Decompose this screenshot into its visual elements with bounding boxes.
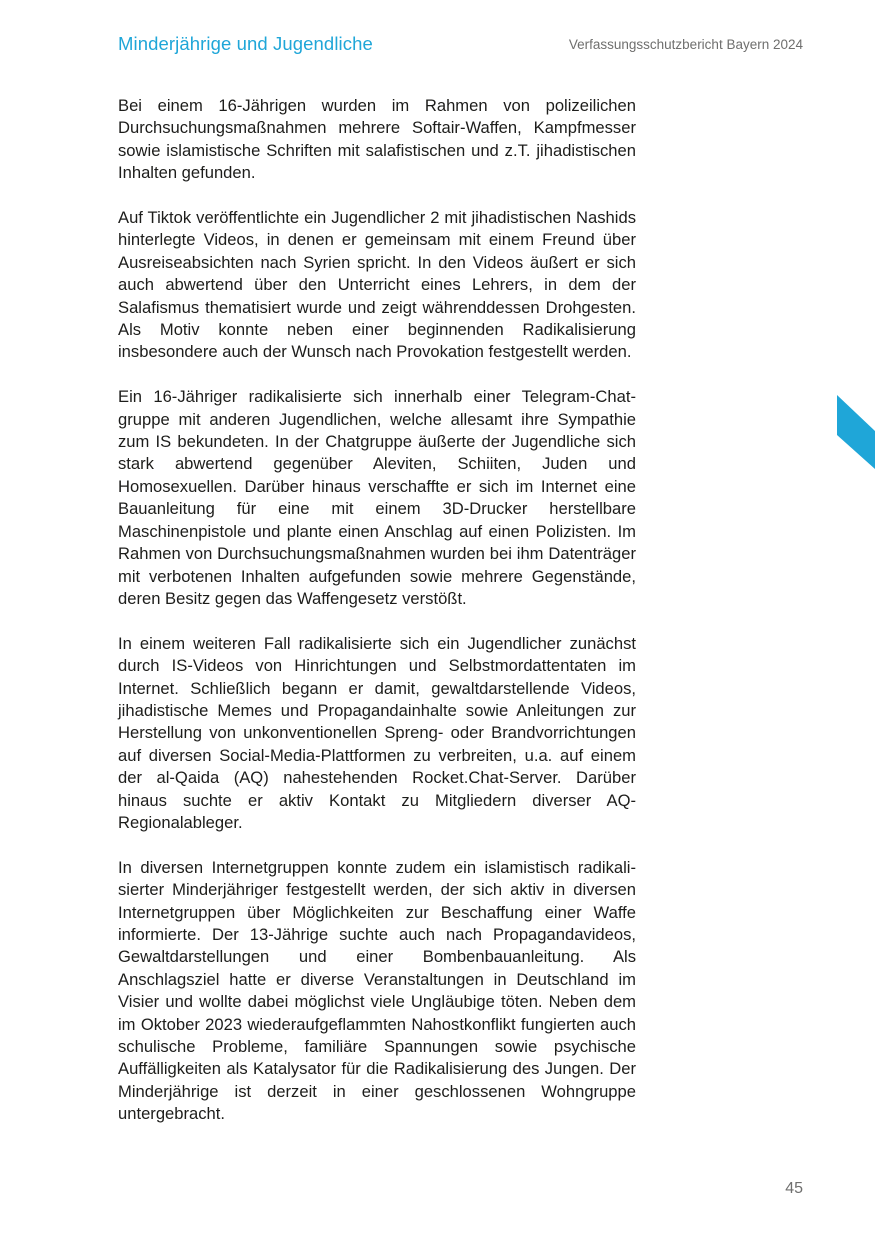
paragraph: Auf Tiktok veröffentlichte ein Jugendlicher 2 mit jihadistischen Nashids hinterlegte Videos, in denen er gemeinsam mit einem Freund über Ausreiseabsichten nach Syrien spricht. In den Videos äußert er sich auch abwertend über den Unterricht eines Lehrers, in dem der Salafismus thematisiert wurde und zeigt währenddessen Drohgesten. Als Motiv konnte neben einer beginnenden Radikalisierung insbesondere auch der Wunsch nach Provokation festgestellt werden. [118,208,636,362]
paragraph: In diversen Internetgruppen konnte zudem ein islamistisch radikalisierter Minderjähriger festgestellt werden, der sich aktiv in diversen Internetgruppen über Möglichkeiten zur Beschaffung einer Waffe informierte. Der 13-Jährige suchte auch nach Propagandavideos, Gewaltdarstellungen und einer Bombenbauanleitung. Als Anschlagsziel hatte er diverse Veranstaltungen in Deutschland im Visier und wollte dabei möglichst viele Ungläubige töten. Neben dem im Oktober 2023 wiederaufgeflammten Nahostkonflikt fungierten auch schulische Probleme, familiäre Spannungen sowie psychische Auffälligkeiten als Katalysator für die Radikalisierung des Jungen. Der Minderjährige ist derzeit in einer geschlossenen Wohngruppe untergebracht. [118,857,636,1124]
publication-title: Verfassungsschutzbericht Bayern 2024 [568,37,803,52]
paragraph: Ein 16-Jähriger radikalisierte sich innerhalb einer Telegram-Chatgruppe mit anderen Jugendlichen, welche allesamt ihre Sympathie zum IS bekundeten. In der Chatgruppe äußerte der Jugendliche sich stark abwertend gegenüber Aleviten, Schiiten, Juden und Homosexuellen. Darüber hinaus verschaffte er sich im Internet eine Bauanleitung für eine mit einem 3D-Drucker herstellbare Maschinenpistole und plante einen Anschlag auf einen Polizisten. Im Rahmen von Durchsuchungsmaßnahmen wurden bei ihm Datenträger mit verbotenen Inhalten aufgefunden sowie mehrere Gegenstände, deren Besitz gegen das Waffengesetz verstößt. [118,387,636,608]
paragraph: Bei einem 16-Jährigen wurden im Rahmen von polizeilichen Durchsuchungsmaßnahmen mehrere Softair-Waffen, Kampfmesser sowie islamistische Schriften mit salafistischen und z.T. jihadistischen Inhalten gefunden. [118,96,636,183]
page-number: 45 [785,1180,803,1197]
section-title: Minderjährige und Jugendliche [118,33,373,54]
body-text [118,95,636,1148]
chapter-tab-marker [837,395,875,469]
paragraph: In einem weiteren Fall radikalisierte sich ein Jugendlicher zunächst durch IS-Videos von Hinrichtungen und Selbstmordattentaten im Internet. Schließlich begann er damit, gewaltdarstellende Videos, jihadistische Memes und Propagandainhalte sowie Anleitungen zur Herstellung von unkonventionellen Spreng- oder Brandvorrichtungen auf diversen Social-Media-Plattformen zu verbreiten, u.a. auf einem der al-Qaida (AQ) nahestehenden Rocket.Chat-Server. Darüber hinaus suchte er aktiv Kontakt zu Mitgliedern diverser AQ-Regionalableger. [118,633,636,832]
